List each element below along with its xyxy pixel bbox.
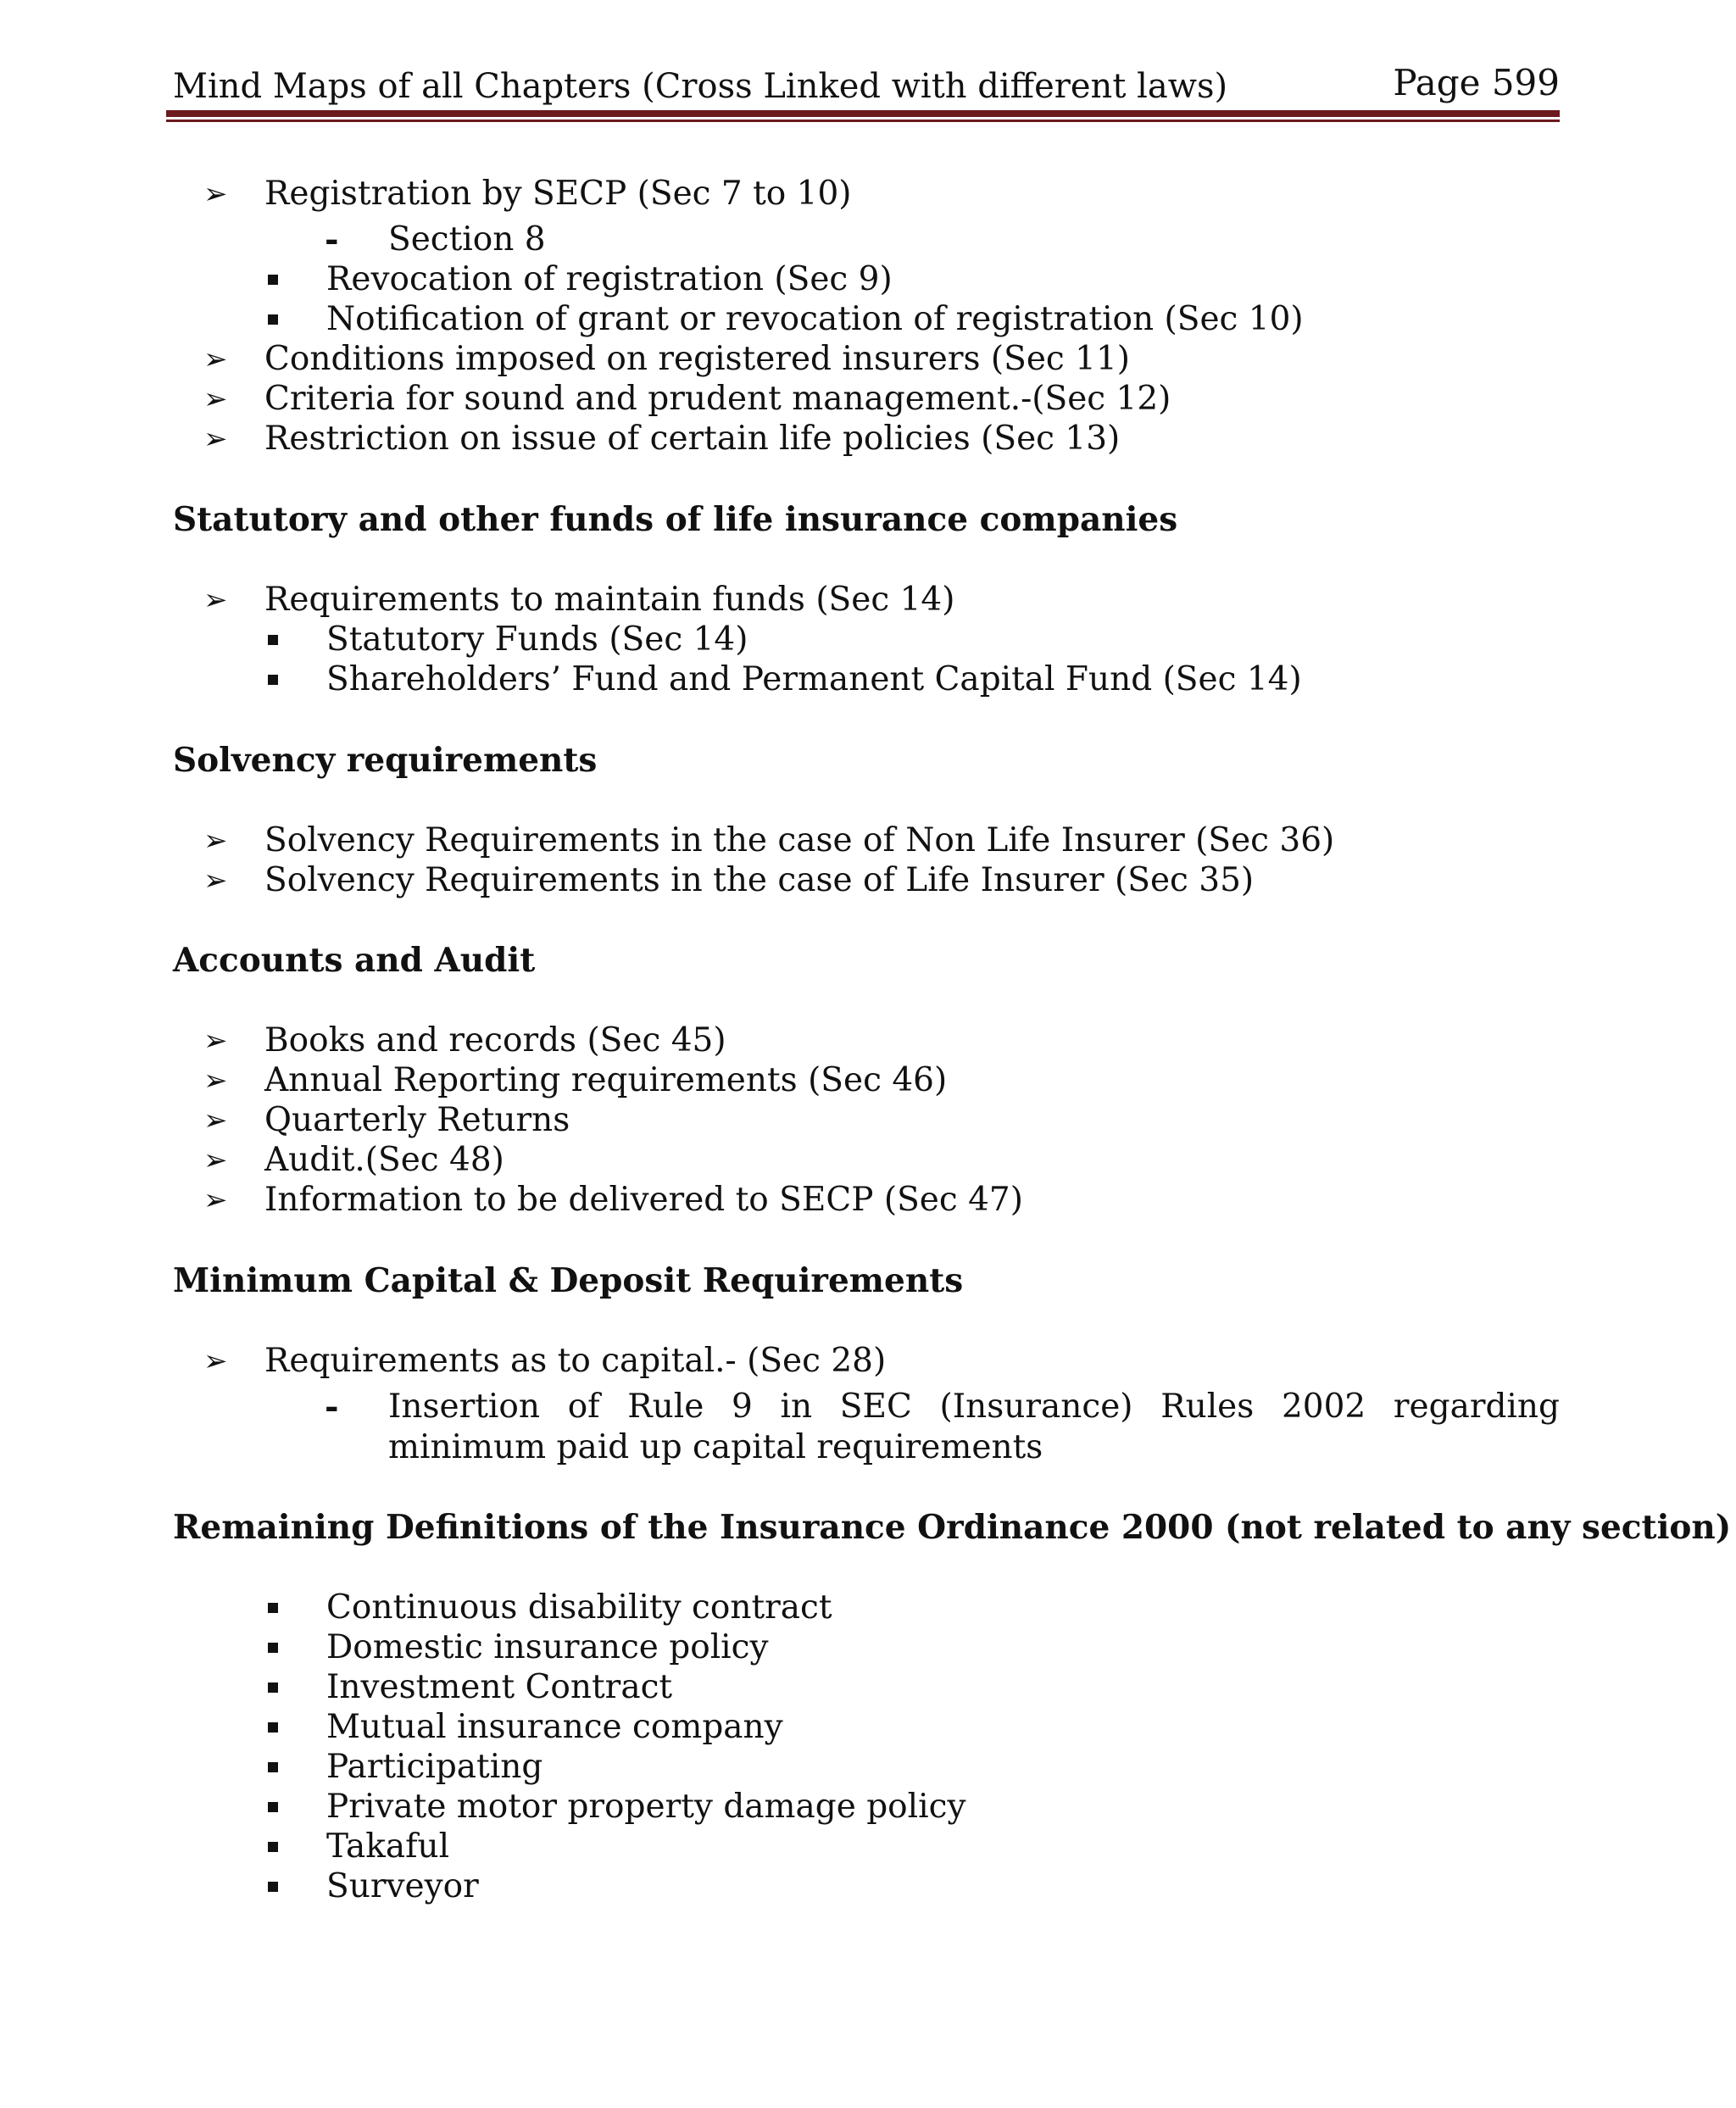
- list-item: [0, 1747, 1736, 1788]
- list-item: [0, 1100, 1736, 1141]
- arrow-bullet-icon: ➢: [203, 1143, 228, 1177]
- list-item: [0, 1827, 1736, 1867]
- arrow-bullet-icon: ➢: [203, 824, 228, 858]
- list-item-text: Revocation of registration (Sec 9): [326, 260, 893, 298]
- list-item-text: Section 8: [388, 220, 546, 259]
- square-bullet-icon: [268, 1802, 278, 1812]
- list-item-text: Shareholders’ Fund and Permanent Capital Fund (Sec 14): [326, 660, 1302, 698]
- list-item-text: Statutory Funds (Sec 14): [326, 620, 748, 659]
- list-item: [0, 860, 1736, 901]
- list-item-text: Mutual insurance company: [326, 1708, 783, 1746]
- square-bullet-icon: [268, 1683, 278, 1693]
- list-item: [0, 1060, 1736, 1101]
- list-item: [0, 1866, 1736, 1907]
- arrow-bullet-icon: ➢: [203, 177, 228, 211]
- list-item: [0, 1707, 1736, 1748]
- square-bullet-icon: [268, 1643, 278, 1653]
- section-heading: Accounts and Audit: [173, 941, 536, 980]
- header-divider: [166, 110, 1560, 117]
- list-item: [0, 1667, 1736, 1708]
- list-item-text: Continuous disability contract: [326, 1588, 832, 1627]
- page-number: Page 599: [1393, 62, 1560, 103]
- list-item-text: Quarterly Returns: [264, 1101, 570, 1139]
- section-heading: Remaining Definitions of the Insurance Ordinance 2000 (not related to any section): [173, 1508, 1732, 1547]
- arrow-bullet-icon: ➢: [203, 1064, 228, 1098]
- list-item-text: Books and records (Sec 45): [264, 1021, 726, 1060]
- list-item-text: Restriction on issue of certain life policies (Sec 13): [264, 420, 1121, 458]
- arrow-bullet-icon: ➢: [203, 583, 228, 617]
- list-item: [0, 379, 1736, 420]
- arrow-bullet-icon: ➢: [203, 1024, 228, 1058]
- arrow-bullet-icon: ➢: [203, 864, 228, 898]
- arrow-bullet-icon: ➢: [203, 1344, 228, 1378]
- list-item: [0, 1787, 1736, 1827]
- dash-bullet-row: [0, 1387, 390, 1427]
- section-heading: Solvency requirements: [173, 741, 598, 780]
- square-bullet-icon: [268, 1842, 278, 1852]
- list-item: [0, 620, 1736, 660]
- list-item-text: Registration by SECP (Sec 7 to 10): [264, 175, 852, 213]
- list-item-text: Domestic insurance policy: [326, 1628, 769, 1666]
- square-bullet-icon: [268, 1603, 278, 1613]
- section-heading: Minimum Capital & Deposit Requirements: [173, 1261, 964, 1300]
- list-item: [0, 1341, 1736, 1382]
- list-item: [0, 1140, 1736, 1181]
- list-item-text: Audit.(Sec 48): [264, 1141, 504, 1179]
- header-title: Mind Maps of all Chapters (Cross Linked with different laws): [173, 67, 1228, 106]
- list-item: [0, 659, 1736, 700]
- header-divider-thin: [166, 120, 1560, 122]
- square-bullet-icon: [268, 314, 278, 325]
- arrow-bullet-icon: ➢: [203, 1104, 228, 1137]
- list-item-text: Participating: [326, 1748, 543, 1786]
- list-item-text: Criteria for sound and prudent management.-(Sec 12): [264, 380, 1171, 418]
- list-item: [0, 419, 1736, 459]
- page-header: [173, 61, 1560, 112]
- arrow-bullet-icon: ➢: [203, 1183, 228, 1217]
- list-item: [0, 580, 1736, 620]
- list-item-text: Surveyor: [326, 1867, 479, 1905]
- list-item-text: Requirements to maintain funds (Sec 14): [264, 581, 955, 619]
- list-item-text: Private motor property damage policy: [326, 1788, 966, 1826]
- section-heading: Statutory and other funds of life insurance companies: [173, 500, 1178, 539]
- list-item-text: Requirements as to capital.- (Sec 28): [264, 1342, 887, 1380]
- list-item: [0, 1588, 1736, 1628]
- list-item: [0, 259, 1736, 300]
- arrow-bullet-icon: ➢: [203, 342, 228, 376]
- arrow-bullet-icon: ➢: [203, 382, 228, 416]
- list-item: [0, 220, 1736, 260]
- list-item: [0, 1627, 1736, 1668]
- list-item-text: Information to be delivered to SECP (Sec 47): [264, 1181, 1023, 1219]
- dash-bullet-icon: -: [325, 1387, 339, 1427]
- square-bullet-icon: [268, 635, 278, 645]
- list-item: [0, 1021, 1736, 1061]
- list-item-text: Solvency Requirements in the case of Life Insurer (Sec 35): [264, 861, 1255, 899]
- list-item-text: Conditions imposed on registered insurers (Sec 11): [264, 340, 1130, 378]
- list-item-text: Solvency Requirements in the case of Non Life Insurer (Sec 36): [264, 821, 1335, 859]
- list-item: [0, 339, 1736, 380]
- square-bullet-icon: [268, 1722, 278, 1733]
- square-bullet-icon: [268, 675, 278, 685]
- list-item-text: Insertion of Rule 9 in SEC (Insurance) Rules 2002 regarding minimum paid up capital requirements: [388, 1388, 1560, 1466]
- list-item-text: Investment Contract: [326, 1668, 673, 1706]
- list-item: [0, 174, 1736, 214]
- list-item: [0, 299, 1736, 340]
- list-item-text: Annual Reporting requirements (Sec 46): [264, 1061, 948, 1099]
- arrow-bullet-icon: ➢: [203, 422, 228, 456]
- list-item-text: Takaful: [326, 1827, 450, 1866]
- list-item: [0, 820, 1736, 861]
- square-bullet-icon: [268, 1882, 278, 1892]
- dash-bullet-icon: -: [325, 220, 339, 259]
- list-item-text: Notification of grant or revocation of registration (Sec 10): [326, 300, 1304, 338]
- square-bullet-icon: [268, 1762, 278, 1772]
- list-item: [0, 1180, 1736, 1221]
- square-bullet-icon: [268, 275, 278, 285]
